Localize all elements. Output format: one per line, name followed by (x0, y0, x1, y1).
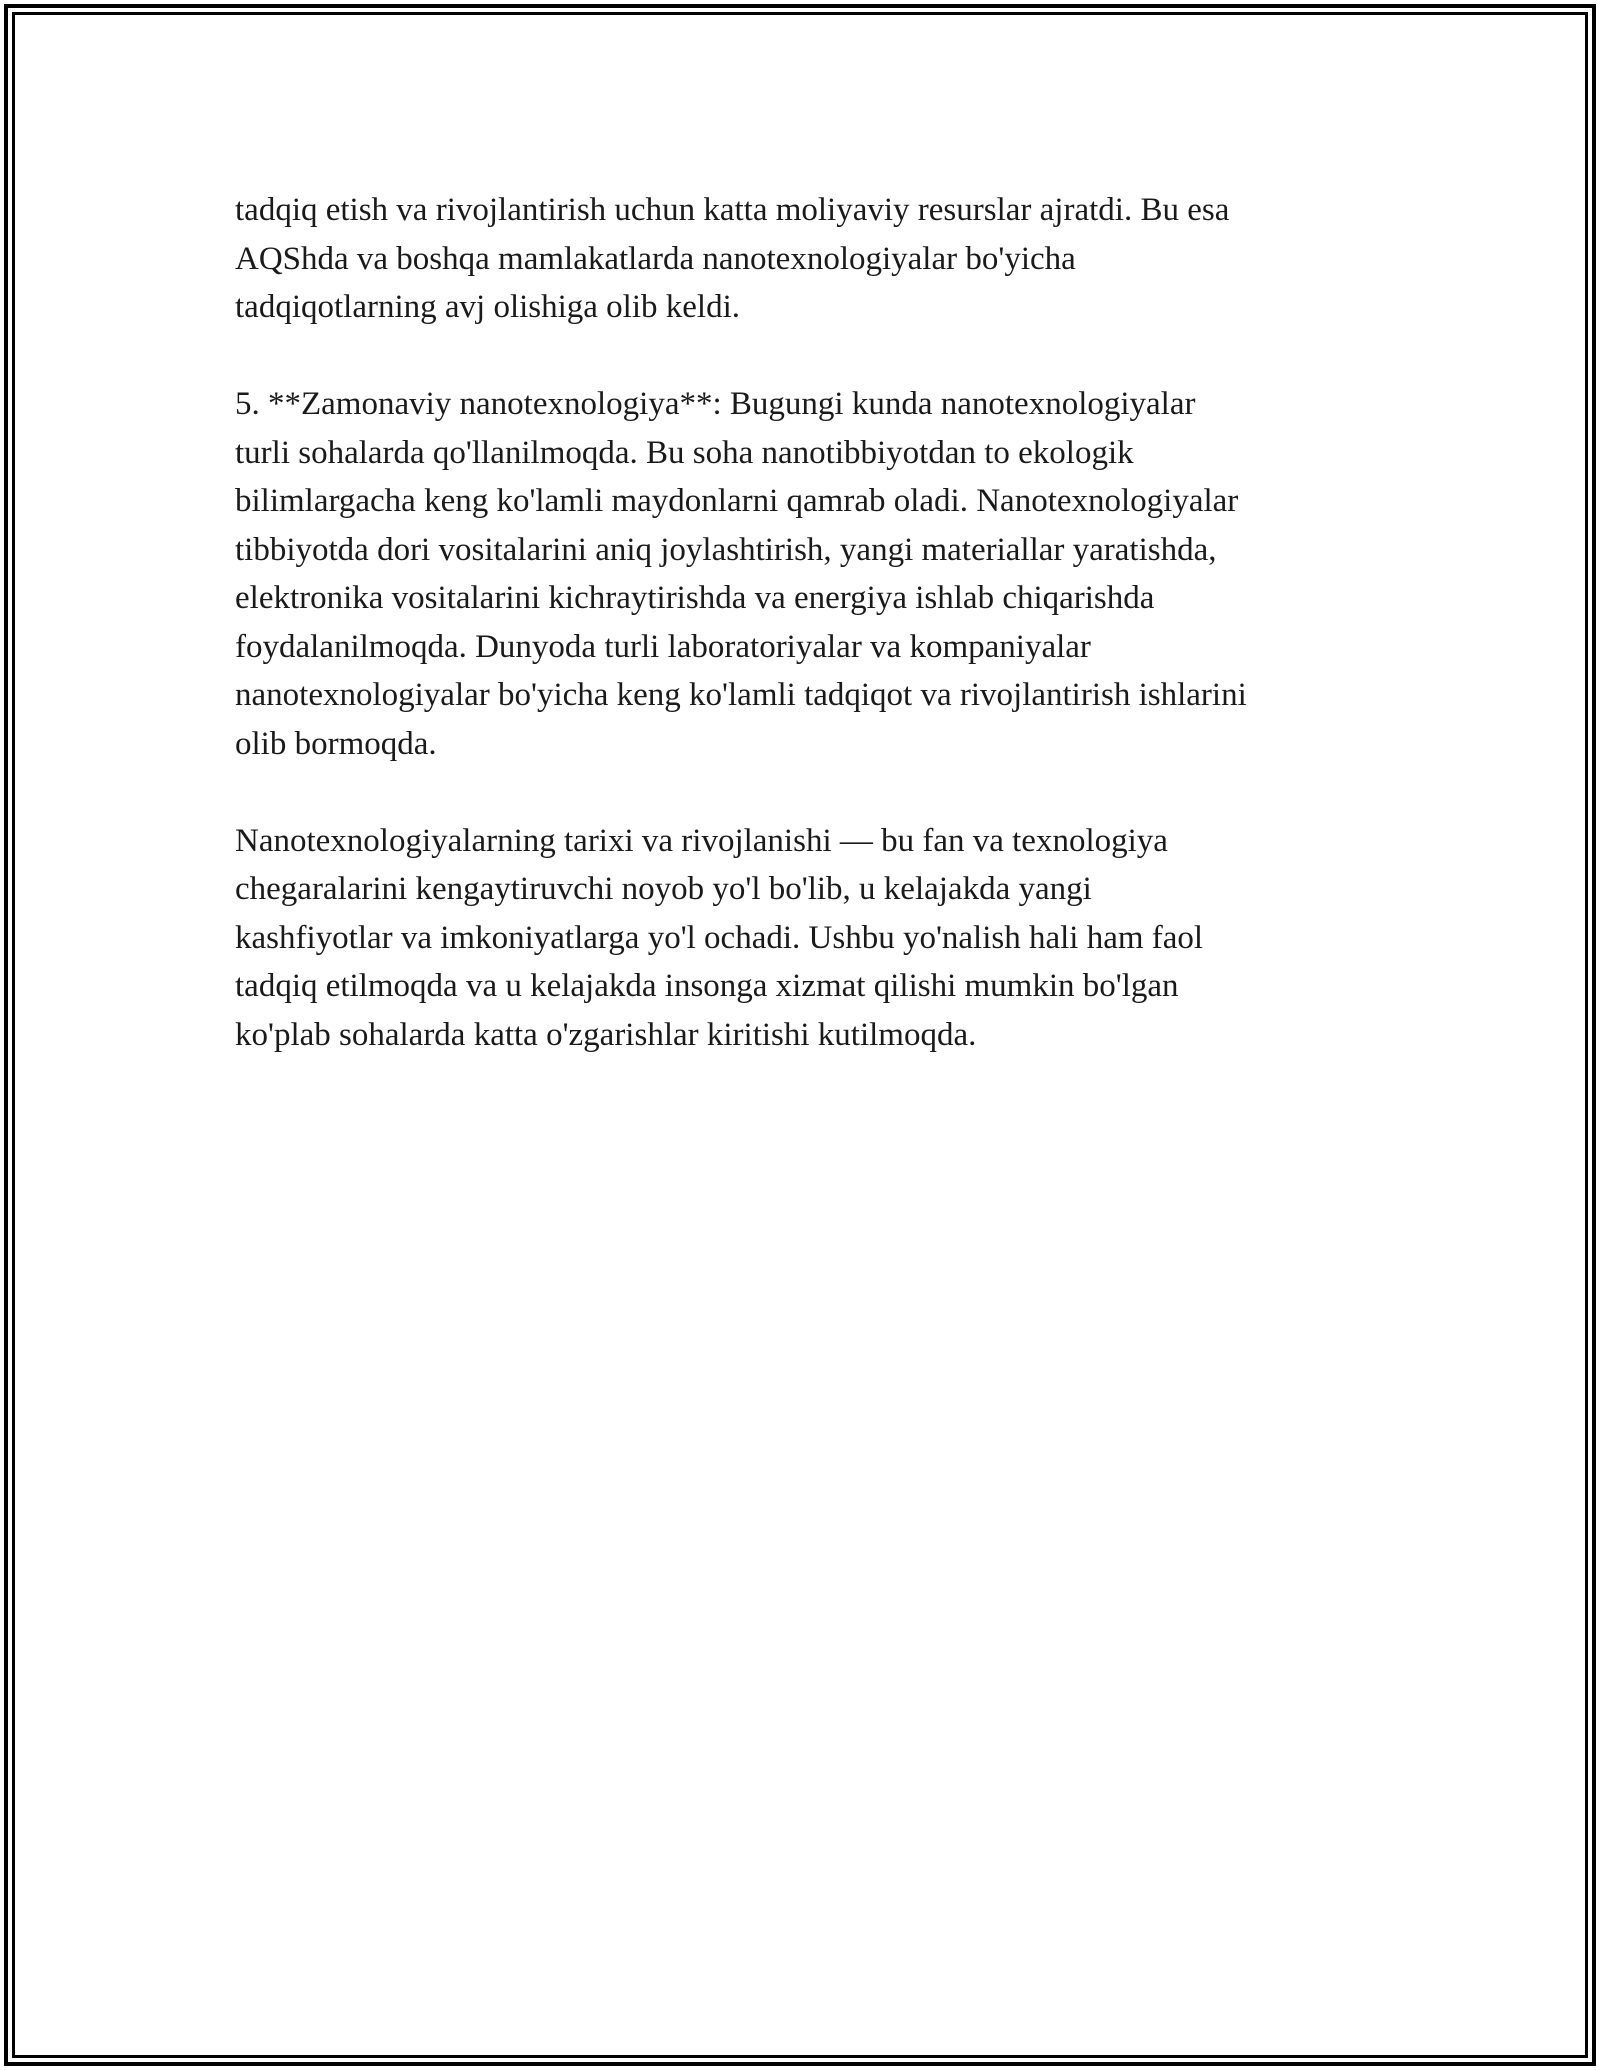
text-line: foydalanilmoqda. Dunyoda turli laboratoriyalar va kompaniyalar (235, 628, 1091, 665)
text-line: elektronika vositalarini kichraytirishda va energiya ishlab chiqarishda (235, 580, 1155, 616)
paragraph-funding (235, 186, 1365, 332)
text-line: Nanotexnologiyalarning tarixi va rivojlanishi — bu fan va texnologiya (235, 822, 1168, 859)
text-line: bilimlargacha keng ko'lamli maydonlarni qamrab oladi. Nanotexnologiyalar (235, 483, 1239, 519)
text-line: turli sohalarda qo'llanilmoqda. Bu soha nanotibbiyotdan to ekologik (235, 434, 1134, 471)
text-line: kashfiyotlar va imkoniyatlarga yo'l ochadi. Ushbu yo'nalish hali ham faol (235, 919, 1204, 956)
document-body (235, 186, 1365, 1108)
text-line: olib bormoqda. (235, 725, 437, 762)
paragraph-conclusion (235, 817, 1365, 1060)
text-line: tibbiyotda dori vositalarini aniq joylashtirish, yangi materiallar yaratishda, (235, 531, 1217, 568)
paragraph-modern-nanotechnology (235, 380, 1365, 768)
text-line: 5. **Zamonaviy nanotexnologiya**: Bugungi kunda nanotexnologiyalar (235, 386, 1196, 422)
text-line: tadqiq etish va rivojlantirish uchun katta moliyaviy resurslar ajratdi. Bu esa (235, 192, 1230, 228)
text-line: nanotexnologiyalar bo'yicha keng ko'lamli tadqiqot va rivojlantirish ishlarini (235, 677, 1247, 713)
text-line: tadqiqotlarning avj olishiga olib keldi. (235, 289, 741, 325)
text-line: chegaralarini kengaytiruvchi noyob yo'l bo'lib, u kelajakda yangi (235, 871, 1092, 907)
text-line: AQShda va boshqa mamlakatlarda nanotexnologiyalar bo'yicha (235, 240, 1076, 277)
text-line: tadqiq etilmoqda va u kelajakda insonga xizmat qilishi mumkin bo'lgan (235, 968, 1179, 1004)
text-line: ko'plab sohalarda katta o'zgarishlar kiritishi kutilmoqda. (235, 1016, 977, 1053)
